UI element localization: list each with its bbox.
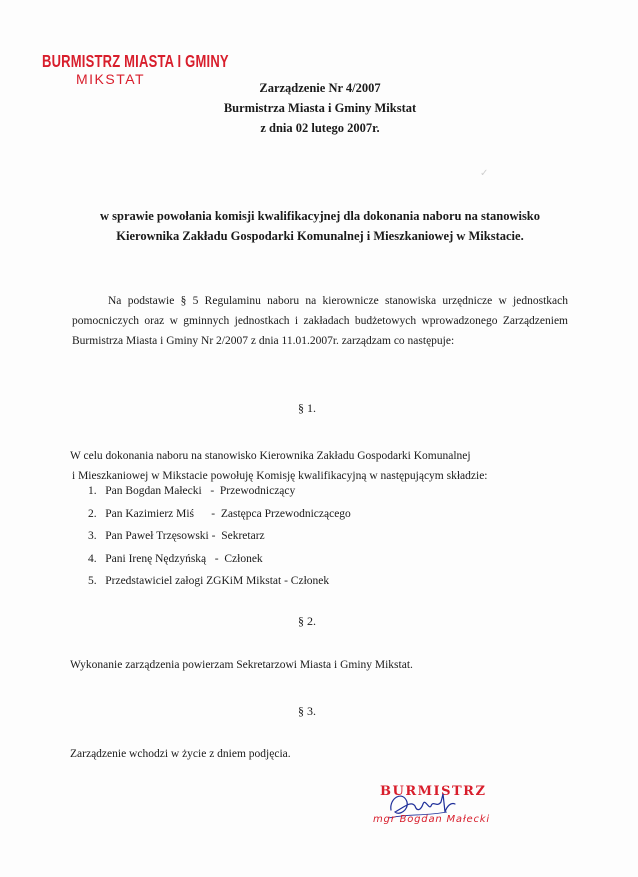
document-subject	[70, 206, 570, 246]
issuer: Burmistrza Miasta i Gminy Mikstat	[223, 101, 417, 115]
section-3-text: Zarządzenie wchodzi w życie z dniem podjęcia.	[70, 748, 291, 760]
issue-date: z dnia 02 lutego 2007r.	[260, 121, 380, 135]
stamp-line-1: BURMISTRZ MIASTA I GMINY	[42, 50, 229, 71]
section-1-line-1: W celu dokonania naboru na stanowisko Kierownika Zakładu Gospodarki Komunalnej	[70, 450, 471, 462]
section-1-line-2: i Mieszkaniowej w Mikstacie powołuję Komisję kwalifikacyjną w następującym składzie:	[72, 470, 488, 482]
signatory-name: mgr Bogdan Małecki	[373, 814, 490, 825]
subject-line-2: Kierownika Zakładu Gospodarki Komunalnej i Mieszkaniowej w Mikstacie.	[116, 229, 524, 243]
list-item: 3. Pan Paweł Trzęsowski - Sekretarz	[88, 530, 265, 543]
stamp-line-2: MIKSTAT	[76, 70, 146, 87]
section-1-text	[70, 446, 570, 486]
committee-members-list	[88, 485, 488, 598]
subject-line-1: w sprawie powołania komisji kwalifikacyjnej dla dokonania naboru na stanowisko	[99, 209, 541, 223]
section-1-heading: § 1.	[298, 401, 316, 415]
office-stamp	[40, 50, 229, 87]
list-item: 4. Pani Irenę Nędzyńską - Członek	[88, 552, 263, 565]
ordinance-number: Zarządzenie Nr 4/2007	[259, 81, 381, 95]
section-3-heading: § 3.	[298, 704, 316, 718]
list-item: 5. Przedstawiciel załogi ZGKiM Mikstat - Członek	[88, 575, 330, 588]
faint-mark: ✓	[480, 168, 489, 179]
intro-paragraph: Na podstawie § 5 Regulaminu naboru na kierownicze stanowiska urzędnicze w jednostkach pomocniczych oraz w gminnych jednostkach i zakładach budżetowych wprowadzonego Zarządzeniem Burmistrza Miasta i Gminy Nr 2/2007 z dnia 11.01.2007r. zarządzam co następuje:	[72, 295, 568, 347]
document-header	[190, 78, 450, 138]
section-2-heading: § 2.	[298, 614, 316, 628]
section-2-text: Wykonanie zarządzenia powierzam Sekretarzowi Miasta i Gminy Mikstat.	[70, 659, 413, 671]
signature-title: BURMISTRZ	[380, 784, 487, 799]
list-item: 2. Pan Kazimierz Miś - Zastępca Przewodniczącego	[88, 507, 351, 520]
list-item: 1. Pan Bogdan Małecki - Przewodniczący	[88, 485, 296, 497]
